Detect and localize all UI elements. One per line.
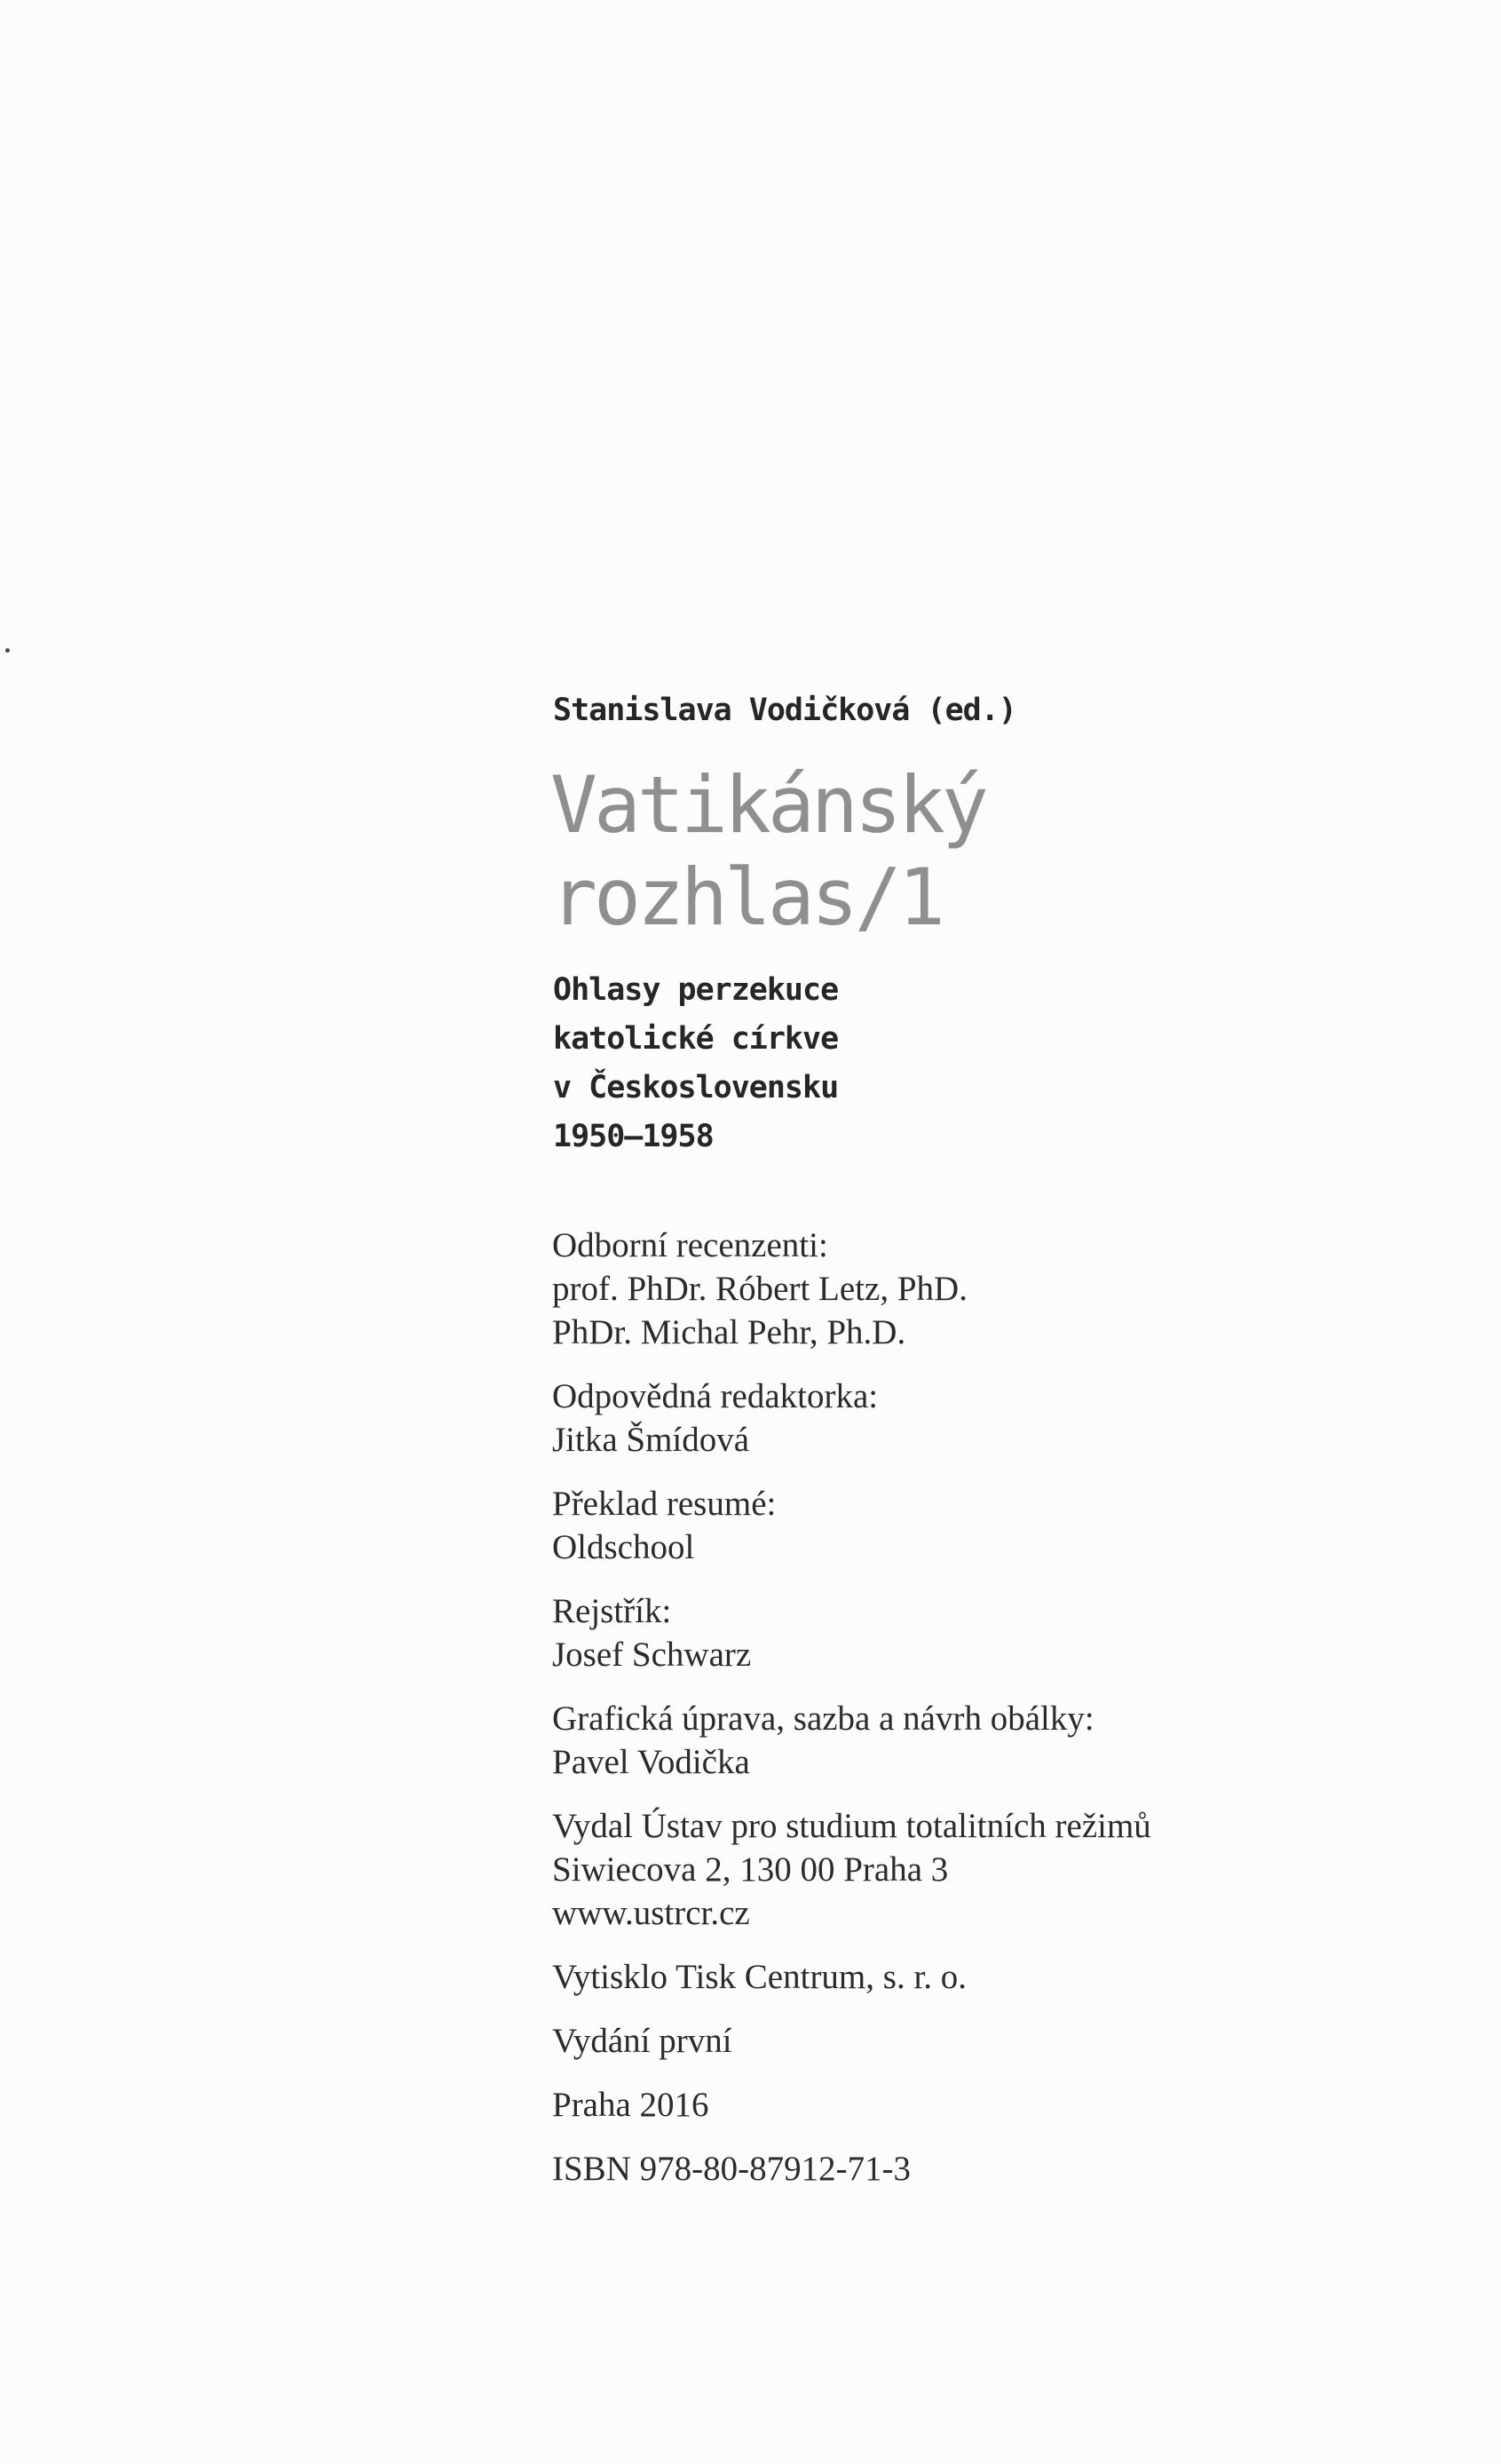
design-label: Grafická úprava, sazba a návrh obálky: bbox=[552, 1699, 1094, 1738]
edition-line: Vydání první bbox=[552, 2022, 732, 2060]
reviewer-name-1: prof. PhDr. Róbert Letz, PhD. bbox=[552, 1270, 968, 1308]
editor-label: Odpovědná redaktorka: bbox=[552, 1377, 879, 1415]
index-label: Rejstřík: bbox=[552, 1592, 672, 1630]
publisher-line-1: Vydal Ústav pro studium totalitních režimů bbox=[552, 1807, 1151, 1845]
editor-block bbox=[552, 1375, 1440, 1462]
publisher-line-2: Siwiecova 2, 130 00 Praha 3 bbox=[552, 1850, 949, 1889]
subtitle-line-4: 1950–1958 bbox=[553, 1119, 714, 1154]
place-year-line: Praha 2016 bbox=[552, 2086, 709, 2124]
design-name: Pavel Vodička bbox=[552, 1743, 750, 1781]
design-block bbox=[552, 1697, 1440, 1784]
isbn-block bbox=[552, 2147, 1440, 2191]
place-year-block bbox=[552, 2083, 1440, 2127]
index-block bbox=[552, 1589, 1440, 1676]
publisher-website: www.ustrcr.cz bbox=[552, 1894, 750, 1932]
translation-name: Oldschool bbox=[552, 1528, 695, 1566]
isbn-line: ISBN 978-80-87912-71-3 bbox=[552, 2150, 912, 2188]
book-author: Stanislava Vodičková (ed.) bbox=[553, 693, 1016, 728]
reviewers-label: Odborní recenzenti: bbox=[552, 1226, 828, 1264]
colophon bbox=[552, 1224, 1440, 2211]
subtitle-line-3: v Československu bbox=[553, 1070, 839, 1105]
edition-block bbox=[552, 2019, 1440, 2063]
translation-label: Překlad resumé: bbox=[552, 1485, 777, 1523]
scan-speck bbox=[5, 648, 10, 653]
title-line-2: rozhlas/1 bbox=[550, 852, 942, 943]
reviewers-block bbox=[552, 1224, 1440, 1354]
index-name: Josef Schwarz bbox=[552, 1636, 752, 1674]
subtitle-line-2: katolické církve bbox=[553, 1021, 839, 1057]
translation-block bbox=[552, 1482, 1440, 1569]
reviewer-name-2: PhDr. Michal Pehr, Ph.D. bbox=[552, 1313, 906, 1351]
printer-line: Vytisklo Tisk Centrum, s. r. o. bbox=[552, 1958, 968, 1996]
subtitle-line-1: Ohlasy perzekuce bbox=[553, 972, 839, 1008]
publisher-block bbox=[552, 1804, 1440, 1935]
book-title bbox=[550, 759, 985, 944]
book-subtitle bbox=[553, 966, 838, 1161]
title-line-1: Vatikánský bbox=[550, 759, 985, 851]
printer-block bbox=[552, 1955, 1440, 1999]
editor-name: Jitka Šmídová bbox=[552, 1421, 750, 1459]
